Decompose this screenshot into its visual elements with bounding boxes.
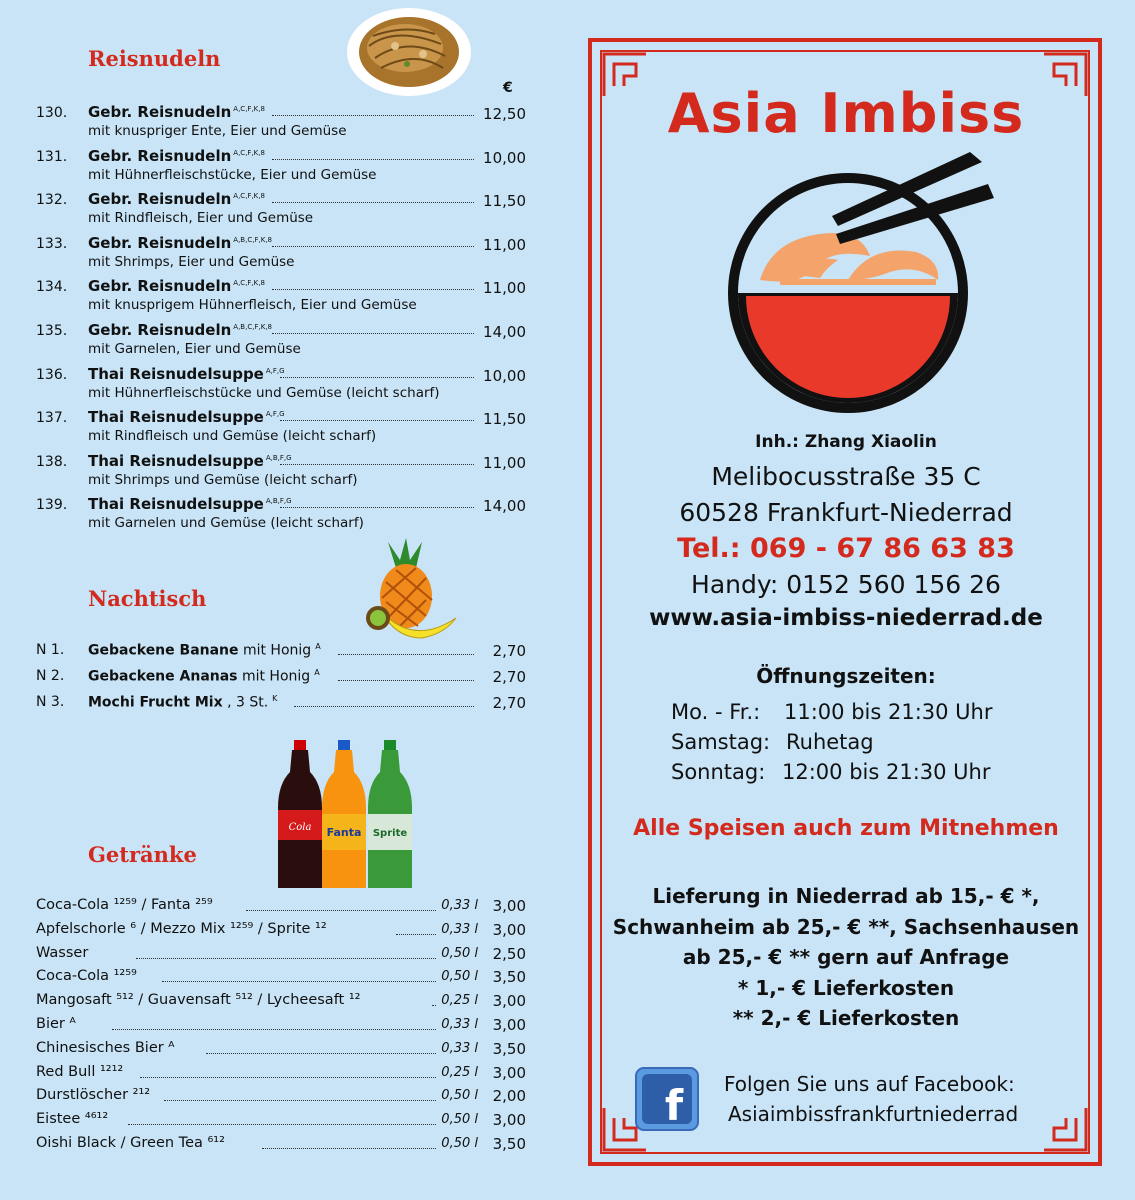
item-number: 133. bbox=[36, 235, 68, 252]
allergen-code: A bbox=[315, 642, 321, 651]
item-title: Thai Reisnudelsuppe bbox=[88, 451, 264, 470]
dot-leader bbox=[272, 115, 474, 116]
item-price: 10,00 bbox=[483, 148, 526, 167]
drink-price: 3,00 bbox=[492, 1063, 526, 1082]
opening-day: Sonntag: bbox=[671, 760, 766, 784]
item-name bbox=[88, 694, 277, 711]
svg-text:f: f bbox=[664, 1081, 684, 1130]
drink-name: Durstlöscher ²¹² bbox=[36, 1087, 151, 1104]
item-number: 138. bbox=[36, 453, 68, 470]
svg-text:Fanta: Fanta bbox=[326, 826, 362, 839]
corner-ornament-bottom-right-icon bbox=[1034, 1098, 1094, 1158]
item-name bbox=[88, 408, 285, 426]
dot-leader bbox=[272, 246, 474, 247]
opening-hours-title: Öffnungszeiten: bbox=[756, 664, 936, 688]
drink-name: Apfelschorle ⁶ / Mezzo Mix ¹²⁵⁹ / Sprite ¹² bbox=[36, 920, 327, 937]
item-number: 137. bbox=[36, 410, 68, 427]
allergen-code: A bbox=[314, 668, 320, 677]
item-extra: , 3 St. bbox=[227, 694, 269, 711]
item-name bbox=[88, 495, 292, 513]
item-description: mit Hühnerfleischstücke, Eier und Gemüse bbox=[88, 166, 377, 183]
drink-item bbox=[36, 921, 526, 943]
opening-day: Mo. - Fr.: bbox=[671, 700, 761, 724]
drink-volume: 0,25 l bbox=[441, 993, 478, 1009]
drink-item bbox=[36, 1064, 526, 1086]
nachtisch-title: Nachtisch bbox=[88, 586, 207, 611]
address-city: 60528 Frankfurt-Niederrad bbox=[679, 498, 1013, 527]
dessert-item bbox=[36, 668, 526, 690]
item-name bbox=[88, 668, 320, 685]
drink-name: Wasser bbox=[36, 944, 89, 961]
item-title: Gebr. Reisnudeln bbox=[88, 190, 232, 209]
menu-item bbox=[36, 233, 526, 280]
item-price: 10,00 bbox=[483, 366, 526, 385]
reisnudeln-title: Reisnudeln bbox=[88, 46, 221, 71]
menu-item bbox=[36, 146, 526, 193]
allergen-code: A,F,G bbox=[265, 410, 285, 419]
item-description: mit Hühnerfleischstücke und Gemüse (leicht scharf) bbox=[88, 384, 440, 401]
drink-name: Red Bull ¹²¹² bbox=[36, 1063, 124, 1080]
brand-title: Asia Imbiss bbox=[667, 82, 1025, 145]
opening-day: Samstag: bbox=[671, 730, 771, 754]
menu-item bbox=[36, 364, 526, 411]
item-price: 2,70 bbox=[492, 694, 526, 712]
currency-label: € bbox=[503, 80, 513, 96]
drink-price: 3,00 bbox=[492, 920, 526, 939]
item-price: 2,70 bbox=[492, 642, 526, 660]
drink-volume: 0,33 l bbox=[441, 921, 478, 937]
item-name bbox=[88, 103, 265, 121]
item-name bbox=[88, 452, 292, 470]
drink-price: 2,00 bbox=[492, 1087, 526, 1106]
item-number: N 1. bbox=[36, 642, 65, 658]
item-number: 131. bbox=[36, 148, 68, 165]
drink-name: Chinesisches Bier ᴬ bbox=[36, 1039, 175, 1056]
facebook-text: Folgen Sie uns auf Facebook: bbox=[724, 1072, 1015, 1096]
item-price: 11,50 bbox=[483, 410, 526, 429]
item-title: Mochi Frucht Mix bbox=[88, 694, 223, 711]
item-title: Gebr. Reisnudeln bbox=[88, 233, 232, 252]
drink-price: 3,00 bbox=[492, 897, 526, 915]
allergen-code: A,F,G bbox=[265, 366, 285, 375]
drink-volume: 0,50 l bbox=[441, 1088, 478, 1104]
drink-item bbox=[36, 945, 526, 967]
item-title: Gebr. Reisnudeln bbox=[88, 103, 232, 121]
drink-item bbox=[36, 1040, 526, 1062]
allergen-code: A,C,F,K,8 bbox=[233, 279, 265, 288]
item-title: Gebr. Reisnudeln bbox=[88, 277, 232, 296]
drink-item bbox=[36, 1016, 526, 1038]
dot-leader bbox=[280, 420, 474, 421]
dot-leader bbox=[272, 202, 474, 203]
dessert-item bbox=[36, 694, 526, 716]
allergen-code: A,C,F,K,8 bbox=[233, 148, 265, 157]
item-price: 11,00 bbox=[483, 279, 526, 298]
mobile-number: Handy: 0152 560 156 26 bbox=[691, 570, 1001, 599]
menu-item bbox=[36, 410, 526, 454]
drink-item bbox=[36, 897, 526, 919]
delivery-line: * 1,- € Lieferkosten bbox=[737, 975, 955, 1000]
opening-time: Ruhetag bbox=[786, 730, 874, 754]
allergen-code: K bbox=[272, 694, 278, 703]
item-number: 135. bbox=[36, 323, 68, 339]
item-name bbox=[88, 147, 265, 165]
menu-item bbox=[36, 451, 526, 498]
item-title: Thai Reisnudelsuppe bbox=[88, 495, 264, 514]
dot-leader bbox=[280, 464, 474, 465]
menu-item bbox=[36, 105, 526, 149]
item-name bbox=[88, 277, 265, 295]
delivery-line: Schwanheim ab 25,- € **, Sachsenhausen bbox=[612, 914, 1080, 939]
owner-line: Inh.: Zhang Xiaolin bbox=[755, 432, 937, 452]
phone-number: Tel.: 069 - 67 86 63 83 bbox=[677, 533, 1015, 564]
item-number: N 2. bbox=[36, 668, 65, 684]
item-number: 136. bbox=[36, 366, 68, 383]
drink-item bbox=[36, 1087, 526, 1109]
drink-volume: 0,50 l bbox=[441, 1136, 478, 1151]
dot-leader bbox=[280, 377, 474, 378]
item-number: 130. bbox=[36, 105, 68, 121]
dot-leader bbox=[272, 333, 474, 334]
drink-item bbox=[36, 968, 526, 990]
item-number: 132. bbox=[36, 192, 68, 209]
drink-volume: 0,33 l bbox=[441, 1040, 478, 1056]
dot-leader bbox=[206, 1053, 436, 1054]
item-description: mit Shrimps und Gemüse (leicht scharf) bbox=[88, 471, 358, 488]
dot-leader bbox=[262, 1148, 436, 1149]
dessert-item bbox=[36, 642, 526, 664]
item-number: N 3. bbox=[36, 694, 65, 710]
takeaway-notice: Alle Speisen auch zum Mitnehmen bbox=[633, 816, 1059, 841]
drink-volume: 0,50 l bbox=[441, 1112, 478, 1128]
menu-item bbox=[36, 279, 526, 323]
item-name bbox=[88, 321, 272, 339]
getraenke-title: Getränke bbox=[88, 842, 197, 867]
fruit-image bbox=[352, 538, 460, 646]
menu-item bbox=[36, 323, 526, 367]
allergen-code: A,B,C,F,K,8 bbox=[233, 323, 272, 331]
dot-leader bbox=[272, 159, 474, 160]
item-title: Gebackene Banane bbox=[88, 642, 239, 659]
item-title: Thai Reisnudelsuppe bbox=[88, 408, 264, 427]
item-description: mit Garnelen, Eier und Gemüse bbox=[88, 341, 301, 357]
drink-price: 3,00 bbox=[492, 1016, 526, 1034]
allergen-code: A,B,F,G bbox=[265, 453, 292, 462]
drink-name: Coca-Cola ¹²⁵⁹ / Fanta ²⁵⁹ bbox=[36, 897, 213, 913]
item-name bbox=[88, 234, 272, 252]
drink-price: 3,00 bbox=[492, 1111, 526, 1130]
item-description: mit Rindfleisch und Gemüse (leicht scharf) bbox=[88, 428, 377, 445]
drink-volume: 0,50 l bbox=[441, 945, 478, 961]
menu-item bbox=[36, 192, 526, 236]
dot-leader bbox=[112, 1029, 436, 1030]
item-title: Gebackene Ananas bbox=[88, 668, 238, 685]
delivery-line: ** 2,- € Lieferkosten bbox=[732, 1006, 960, 1030]
item-price: 11,00 bbox=[483, 453, 526, 472]
item-description: mit Shrimps, Eier und Gemüse bbox=[88, 253, 295, 270]
svg-text:Cola: Cola bbox=[288, 822, 312, 833]
item-description: mit knuspriger Ente, Eier und Gemüse bbox=[88, 123, 347, 139]
dot-leader bbox=[396, 934, 436, 935]
drink-price: 3,00 bbox=[492, 992, 526, 1011]
allergen-code: A,B,C,F,K,8 bbox=[233, 235, 272, 244]
drinks-bottles-image bbox=[272, 738, 422, 896]
drink-price: 2,50 bbox=[492, 944, 526, 963]
dot-leader bbox=[280, 507, 474, 508]
allergen-code: A,C,F,K,8 bbox=[233, 192, 265, 201]
drink-name: Oishi Black / Green Tea ⁶¹² bbox=[36, 1135, 225, 1151]
dot-leader bbox=[338, 680, 474, 681]
item-extra: mit Honig bbox=[242, 642, 312, 659]
item-title: Gebr. Reisnudeln bbox=[88, 146, 232, 165]
noodle-plate-image bbox=[345, 6, 473, 98]
dot-leader bbox=[246, 910, 436, 911]
drink-name: Bier ᴬ bbox=[36, 1016, 76, 1032]
item-number: 134. bbox=[36, 279, 68, 296]
drink-item bbox=[36, 992, 526, 1014]
menu-item bbox=[36, 497, 526, 541]
item-description: mit knusprigem Hühnerfleisch, Eier und Gemüse bbox=[88, 297, 417, 314]
item-price: 14,00 bbox=[483, 497, 526, 516]
drink-item bbox=[36, 1111, 526, 1133]
allergen-code: A,B,F,G bbox=[265, 497, 292, 506]
item-name bbox=[88, 190, 265, 208]
item-price: 2,70 bbox=[492, 668, 526, 686]
dot-leader bbox=[128, 1124, 436, 1125]
delivery-line: Lieferung in Niederrad ab 15,- € *, bbox=[652, 884, 1040, 908]
dot-leader bbox=[338, 654, 474, 655]
drink-name: Eistee ⁴⁶¹² bbox=[36, 1111, 109, 1128]
dot-leader bbox=[294, 706, 474, 707]
item-description: mit Garnelen und Gemüse (leicht scharf) bbox=[88, 515, 364, 532]
item-name bbox=[88, 642, 321, 659]
item-number: 139. bbox=[36, 497, 68, 514]
dot-leader bbox=[162, 981, 436, 982]
svg-text:Sprite: Sprite bbox=[372, 828, 408, 839]
dot-leader bbox=[136, 958, 436, 959]
item-title: Thai Reisnudelsuppe bbox=[88, 364, 264, 383]
drink-price: 3,50 bbox=[492, 1039, 526, 1058]
dot-leader bbox=[272, 289, 474, 290]
drink-price: 3,50 bbox=[492, 1135, 526, 1153]
item-price: 11,00 bbox=[483, 235, 526, 254]
item-price: 14,00 bbox=[483, 323, 526, 341]
address-street: Melibocusstraße 35 C bbox=[711, 462, 981, 491]
item-description: mit Rindfleisch, Eier und Gemüse bbox=[88, 210, 314, 227]
dot-leader bbox=[164, 1100, 436, 1101]
drink-volume: 0,50 l bbox=[441, 969, 478, 985]
item-title: Gebr. Reisnudeln bbox=[88, 321, 232, 339]
drink-volume: 0,25 l bbox=[441, 1064, 478, 1080]
drink-price: 3,50 bbox=[492, 968, 526, 987]
drink-item bbox=[36, 1135, 526, 1157]
facebook-page-name[interactable]: Asiaimbissfrankfurtniederrad bbox=[728, 1102, 1019, 1126]
item-price: 12,50 bbox=[483, 105, 526, 123]
drink-volume: 0,33 l bbox=[441, 898, 478, 913]
delivery-line: ab 25,- € ** gern auf Anfrage bbox=[682, 945, 1010, 969]
item-extra: mit Honig bbox=[241, 668, 311, 685]
opening-time: 12:00 bis 21:30 Uhr bbox=[782, 760, 991, 784]
drink-name: Mangosaft ⁵¹² / Guavensaft ⁵¹² / Lycheesaft ¹² bbox=[36, 992, 361, 1009]
facebook-icon[interactable] bbox=[628, 1060, 708, 1140]
drink-volume: 0,33 l bbox=[441, 1017, 478, 1032]
dot-leader bbox=[140, 1077, 436, 1078]
drink-name: Coca-Cola ¹²⁵⁹ bbox=[36, 968, 137, 985]
noodle-bowl-logo-icon bbox=[720, 148, 1000, 418]
item-price: 11,50 bbox=[483, 192, 526, 211]
opening-time: 11:00 bis 21:30 Uhr bbox=[784, 700, 993, 724]
item-name bbox=[88, 365, 285, 383]
website-link[interactable]: www.asia-imbiss-niederrad.de bbox=[649, 605, 1043, 631]
allergen-code: A,C,F,K,8 bbox=[233, 105, 265, 113]
